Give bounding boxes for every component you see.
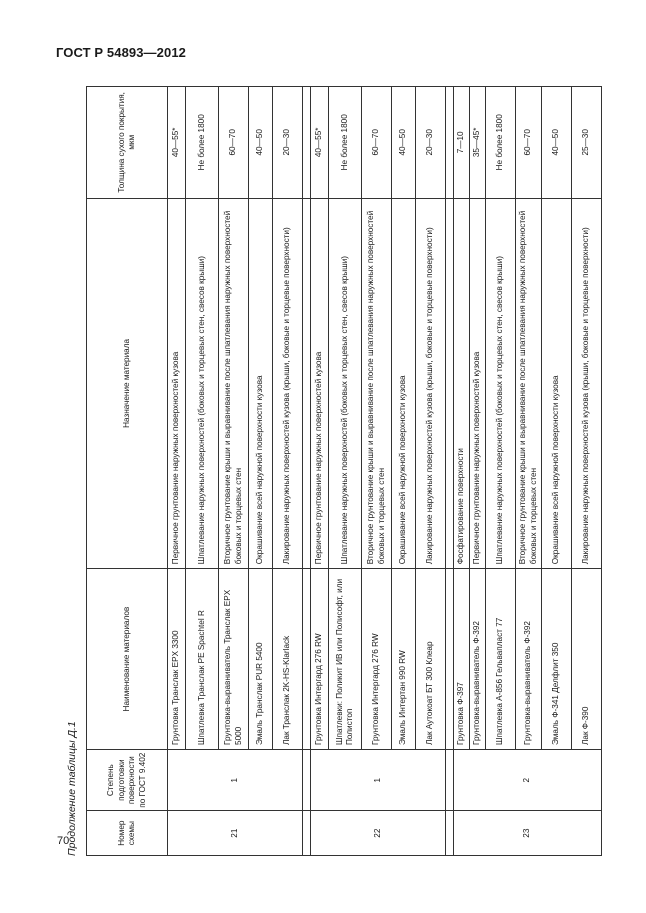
material-name-cell: Грунтовка Интергард 276 RW	[362, 569, 392, 750]
material-purpose-cell: Окрашивание всей наружной поверхности кузова	[542, 198, 572, 569]
material-name-cell: Шпатлевки: Поликит ИВ или Полисофт, или Полистоп	[329, 569, 362, 750]
table-row	[454, 87, 470, 856]
spacer-cell	[446, 87, 454, 199]
material-name-cell: Лак Ф-390	[572, 569, 602, 750]
table-row	[329, 87, 362, 856]
material-purpose-cell: Окрашивание всей наружной поверхности кузова	[249, 198, 273, 569]
coating-thickness-cell: Не более 1800	[486, 87, 516, 199]
table-row	[219, 87, 249, 856]
coating-thickness-cell: 35—45*	[470, 87, 486, 199]
table-row	[273, 87, 303, 856]
coating-thickness-cell: 60—70	[219, 87, 249, 199]
coating-thickness-cell: 20—30	[416, 87, 446, 199]
table-caption: Продолжение таблицы Д.1	[66, 721, 78, 856]
material-name-cell: Лак Аутокоат БТ 300 Клеар	[416, 569, 446, 750]
surface-preparation-degree-cell: 2	[454, 749, 602, 810]
coating-thickness-cell: 40—50	[392, 87, 416, 199]
table-header	[87, 87, 168, 856]
coating-thickness-cell: 25—30	[572, 87, 602, 199]
coating-thickness-cell: 40—55*	[311, 87, 329, 199]
document-title: ГОСТ Р 54893—2012	[56, 45, 186, 60]
column-header-coating-thickness: Толщина сухого покрытия, мкм	[87, 87, 168, 199]
material-name-cell: Грунтовка Интергард 276 RW	[311, 569, 329, 750]
material-purpose-cell: Вторичное грунтование крыши и выравнивание после шпатлевания наружных поверхностей боковых и торцевых стен	[516, 198, 542, 569]
rotated-table-area	[66, 86, 591, 856]
table-body	[168, 87, 602, 856]
material-purpose-cell: Шпатлевание наружных поверхностей (боковых и торцевых стен, свесов крыши)	[486, 198, 516, 569]
material-name-cell: Грунтовка-выравниватель Ф-392	[516, 569, 542, 750]
table-row	[470, 87, 486, 856]
coating-thickness-cell: 7—10	[454, 87, 470, 199]
spacer-cell	[303, 811, 311, 856]
material-purpose-cell: Шпатлевание наружных поверхностей (боковых и торцевых стен, свесов крыши)	[329, 198, 362, 569]
spacer-cell	[446, 811, 454, 856]
spacer-cell	[446, 749, 454, 810]
material-purpose-cell: Лакирование наружных поверхностей кузова (крыши, боковые и торцевые поверхности)	[572, 198, 602, 569]
material-name-cell: Лак Транслак 2K-HS-Klarlack	[273, 569, 303, 750]
table-row	[542, 87, 572, 856]
scheme-spacer-row	[446, 87, 454, 856]
surface-preparation-degree-cell: 1	[311, 749, 446, 810]
table-row	[416, 87, 446, 856]
column-header-scheme-number: Номер схемы	[87, 811, 168, 856]
material-name-cell: Эмаль Интертан 990 RW	[392, 569, 416, 750]
table-row	[186, 87, 219, 856]
table-row	[249, 87, 273, 856]
scheme-spacer-row	[303, 87, 311, 856]
table-row	[572, 87, 602, 856]
material-purpose-cell: Первичное грунтование наружных поверхностей кузова	[311, 198, 329, 569]
column-header-material-name: Наименование материалов	[87, 569, 168, 750]
spacer-cell	[303, 87, 311, 199]
material-name-cell: Грунтовка Ф-397	[454, 569, 470, 750]
page-number: 70	[57, 835, 70, 847]
column-header-surface-preparation: Степень подготовки поверхности по ГОСТ 9.402	[87, 749, 168, 810]
material-name-cell: Грунтовка Транслак EPX 3300	[168, 569, 186, 750]
coating-thickness-cell: 40—55*	[168, 87, 186, 199]
spacer-cell	[446, 569, 454, 750]
material-name-cell: Грунтовка-выравниватель Транслак EPX 5000	[219, 569, 249, 750]
table-row	[516, 87, 542, 856]
material-name-cell: Эмаль Ф-341 Делфлит 350	[542, 569, 572, 750]
table-row	[486, 87, 516, 856]
header-row	[87, 87, 168, 856]
spacer-cell	[303, 749, 311, 810]
scheme-number-cell: 21	[168, 811, 303, 856]
coating-thickness-cell: 40—50	[249, 87, 273, 199]
coating-thickness-cell: Не более 1800	[186, 87, 219, 199]
table-row	[168, 87, 186, 856]
coating-thickness-cell: 60—70	[362, 87, 392, 199]
material-purpose-cell: Лакирование наружных поверхностей кузова (крыши, боковые и торцевые поверхности)	[416, 198, 446, 569]
material-name-cell: Эмаль Транслак PUR 5400	[249, 569, 273, 750]
coating-thickness-cell: 20—30	[273, 87, 303, 199]
material-purpose-cell: Первичное грунтование наружных поверхностей кузова	[168, 198, 186, 569]
spacer-cell	[303, 198, 311, 569]
table-row	[311, 87, 329, 856]
coating-thickness-cell: 40—50	[542, 87, 572, 199]
column-header-material-purpose: Назначение материала	[87, 198, 168, 569]
table-row	[392, 87, 416, 856]
material-name-cell: Грунтовка-выравниватель Ф-392	[470, 569, 486, 750]
material-purpose-cell: Первичное грунтование наружных поверхностей кузова	[470, 198, 486, 569]
table-row	[362, 87, 392, 856]
scheme-number-cell: 23	[454, 811, 602, 856]
coating-thickness-cell: Не более 1800	[329, 87, 362, 199]
material-name-cell: Шпатлевка А-856 Гельвапласт 77	[486, 569, 516, 750]
material-purpose-cell: Вторичное грунтование крыши и выравнивание после шпатлевания наружных поверхностей боковых и торцевых стен	[219, 198, 249, 569]
material-name-cell: Шпатлевка Транслак PE Spachtel R	[186, 569, 219, 750]
coating-schemes-table	[86, 86, 602, 856]
spacer-cell	[446, 198, 454, 569]
material-purpose-cell: Вторичное грунтование крыши и выравнивание после шпатлевания наружных поверхностей боковых и торцевых стен	[362, 198, 392, 569]
material-purpose-cell: Фосфатирование поверхности	[454, 198, 470, 569]
surface-preparation-degree-cell: 1	[168, 749, 303, 810]
coating-thickness-cell: 60—70	[516, 87, 542, 199]
material-purpose-cell: Шпатлевание наружных поверхностей (боковых и торцевых стен, свесов крыши)	[186, 198, 219, 569]
material-purpose-cell: Окрашивание всей наружной поверхности кузова	[392, 198, 416, 569]
material-purpose-cell: Лакирование наружных поверхностей кузова (крыши, боковые и торцевые поверхности)	[273, 198, 303, 569]
spacer-cell	[303, 569, 311, 750]
scheme-number-cell: 22	[311, 811, 446, 856]
